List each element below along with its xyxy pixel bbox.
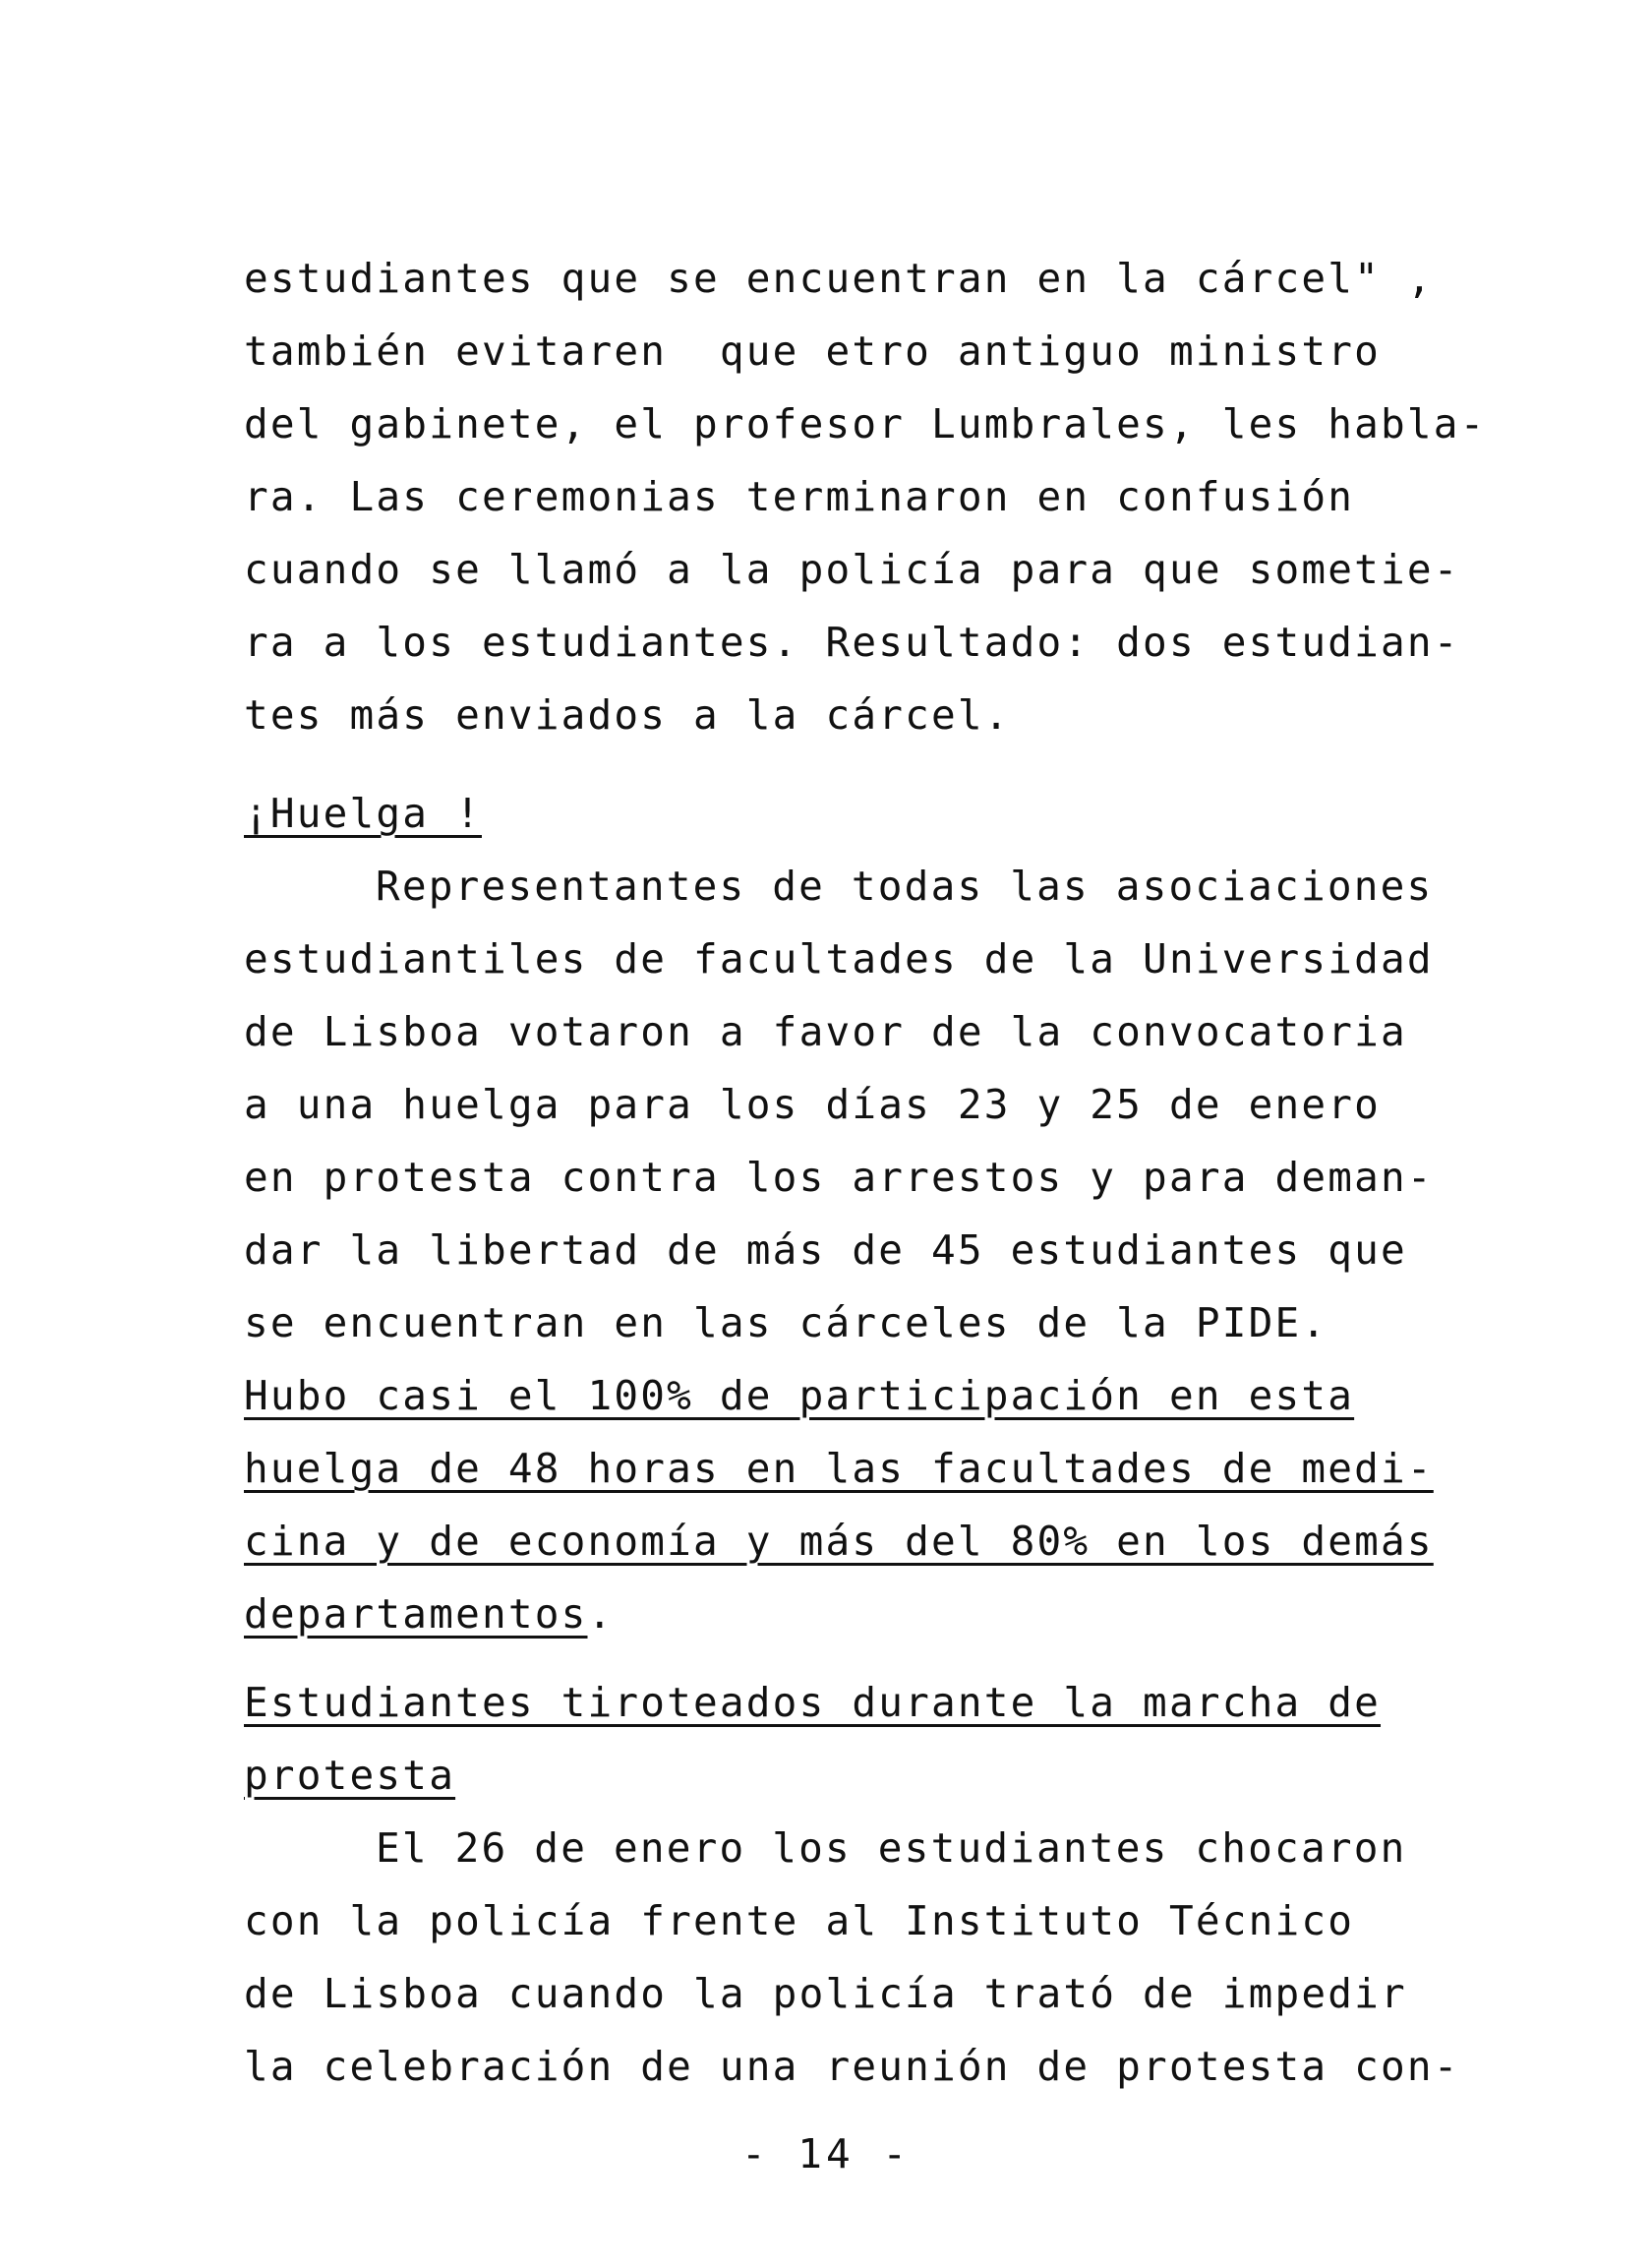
paragraph-line: en protesta contra los arrestos y para deman- [244,1154,1434,1201]
page-number: - 14 - [740,2130,912,2177]
paragraph-line: la celebración de una reunión de protesta con- [244,2043,1460,2090]
underlined-text: departamentos [244,1590,588,1638]
heading-text: Estudiantes tiroteados durante la marcha de [244,1679,1382,1726]
heading-text: ¡Huelga ! [244,790,482,837]
underlined-line [244,1505,1483,1578]
paragraph-3 [244,1812,1483,2103]
section-heading-tiroteados [244,1666,1483,1812]
paragraph-line: cuando se llamó a la policía para que sometie- [244,546,1460,593]
heading-text: protesta [244,1752,456,1799]
paragraph-line: de Lisboa votaron a favor de la convocatoria [244,1008,1407,1055]
paragraph-line: El 26 de enero los estudiantes chocaron [376,1824,1407,1872]
underlined-text: Hubo casi el 100% de participación en esta [244,1372,1355,1419]
heading-line [244,1666,1483,1739]
underlined-line [244,1578,1483,1650]
paragraph-line: Representantes de todas las asociaciones [376,863,1434,910]
paragraph-line: del gabinete, el profesor Lumbrales, les habla- [244,400,1487,447]
heading-line [244,1739,1483,1812]
underlined-text: cina y de economía y más del 80% en los demás [244,1518,1434,1565]
paragraph-line: dar la libertad de más de 45 estudiantes que [244,1226,1407,1274]
trailing-period: . [587,1590,615,1638]
paragraph-1 [244,242,1487,751]
paragraph-line: a una huelga para los días 23 y 25 de enero [244,1081,1382,1128]
paragraph-line: también evitaren que etro antiguo ministro [244,328,1382,375]
paragraph-line: ra a los estudiantes. Resultado: dos estudian- [244,619,1460,666]
underlined-text: huelga de 48 horas en las facultades de medi- [244,1445,1434,1492]
paragraph-line: estudiantiles de facultades de la Universidad [244,935,1434,983]
paragraph-line: estudiantes que se encuentran en la cárcel" , [244,255,1434,302]
paragraph-line: con la policía frente al Instituto Técnico [244,1897,1355,1944]
section-heading-huelga [244,777,1483,850]
underlined-line [244,1359,1483,1432]
underlined-line [244,1432,1483,1505]
paragraph-line: se encuentran en las cárceles de la PIDE. [244,1299,1328,1346]
paragraph-line: de Lisboa cuando la policía trató de impedir [244,1970,1407,2017]
paragraph-line: ra. Las ceremonias terminaron en confusión [244,473,1355,520]
paragraph-line: tes más enviados a la cárcel. [244,691,1011,739]
paragraph-2 [244,850,1483,1650]
